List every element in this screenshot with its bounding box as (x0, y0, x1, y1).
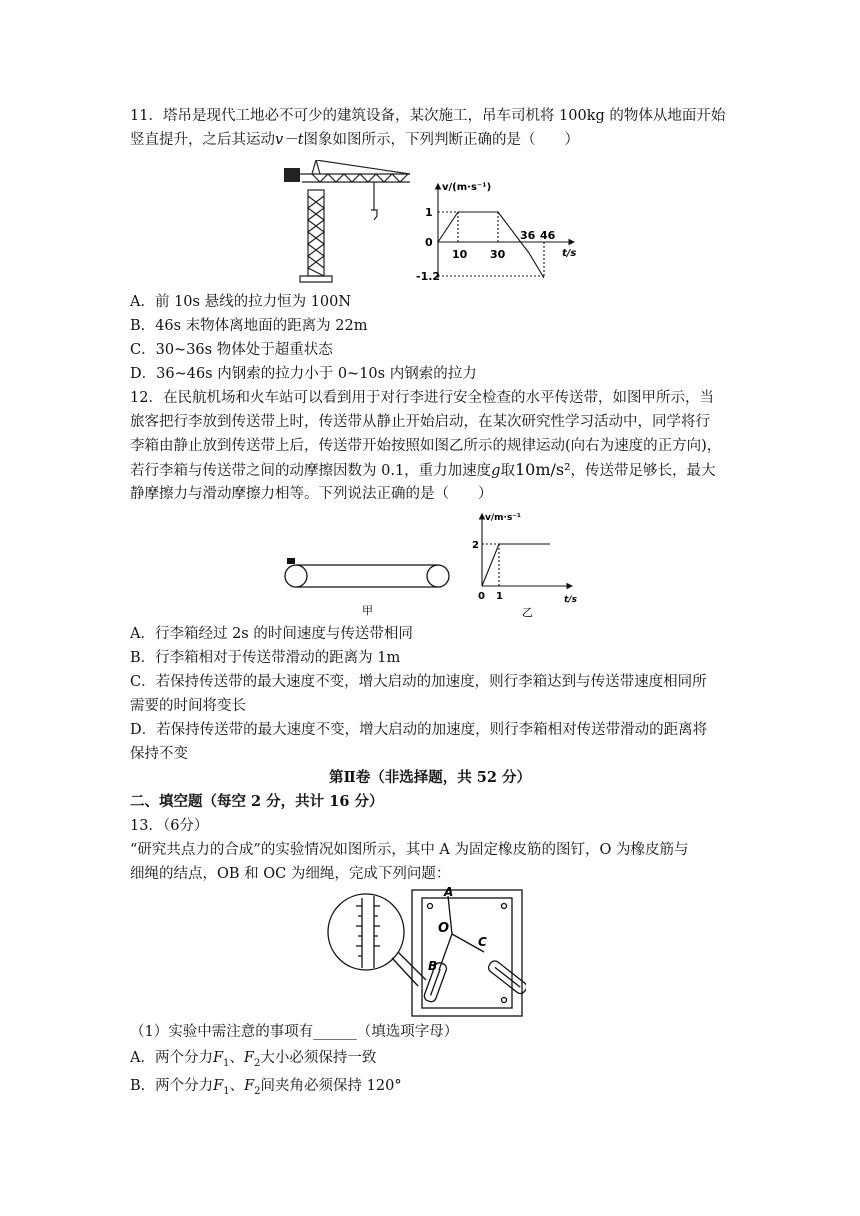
q12-line-4: 若行李箱与传送带之间的动摩擦因数为 0.1，重力加速度g取10m/s²，传送带足够长，最大 (130, 460, 716, 479)
q11-line-1: 11．塔吊是现代工地必不可少的建筑设备，某次施工，吊车司机将 100kg 的物体从地面开始 (130, 108, 726, 124)
luggage-icon (287, 558, 295, 564)
part-ii-title: 第Ⅱ卷（非选择题，共 52 分） (329, 769, 531, 786)
q11-velocity-line (438, 212, 529, 253)
fig-label-c: C (478, 935, 487, 949)
counterweight-icon (284, 168, 300, 182)
q11-line-2: 竖直提升，之后其运动v－t图象如图所示，下列判断正确的是（ ） (130, 132, 580, 148)
section-fill-in-title: 二、填空题（每空 2 分，共计 16 分） (130, 793, 384, 810)
fig-label-a: A (444, 886, 454, 899)
q12-option-c-1: C．若保持传送带的最大速度不变，增大启动的加速度，则行李箱达到与传送带速度相同所 (130, 674, 707, 690)
q11-vt-graph (416, 176, 596, 280)
q12-x-label: t/s (564, 595, 577, 605)
q12-y-label: v/m·s⁻¹ (485, 513, 521, 523)
q11-option-a: A．前 10s 悬线的拉力恒为 100N (130, 294, 352, 310)
q13-line-2: 细绳的结点，OB 和 OC 为细绳，完成下列问题： (130, 866, 451, 882)
q12-velocity-line (482, 544, 550, 586)
q13-head: 13．（6分） (130, 818, 209, 834)
q12-y-tick-2: 2 (472, 540, 479, 551)
q11-option-c: C．30~36s 物体处于超重状态 (130, 342, 333, 358)
q13-line-1: “研究共点力的合成”的实验情况如图所示，其中 A 为固定橡皮筋的图钉，O 为橡皮筋与 (130, 842, 689, 858)
q11-y-tick-top: 1 (425, 206, 433, 219)
q11-option-d: D．36~46s 内钢索的拉力小于 0~10s 内钢索的拉力 (130, 366, 477, 382)
q11-y-tick-bottom: -1.2 (416, 270, 441, 280)
q12-vt-graph (468, 508, 580, 620)
label-jia: 甲 (362, 604, 373, 617)
q12-line-1: 12．在民航机场和火车站可以看到用于对行李进行安全检查的水平传送带，如图甲所示，当 (130, 390, 714, 406)
q12-option-d-1: D．若保持传送带的最大速度不变，增大启动的加速度，则行李箱相对传送带滑动的距离将 (130, 722, 708, 738)
q12-option-d-2: 保持不变 (130, 746, 188, 762)
q12-option-c-2: 需要的时间将变长 (130, 698, 246, 714)
q11-y-label: v/(m·s⁻¹) (442, 182, 492, 193)
force-composition-figure (326, 886, 526, 1020)
q11-option-b: B．46s 末物体离地面的距离为 22m (130, 318, 368, 334)
q11-x-tick-36: 36 (520, 229, 536, 242)
q11-x-tick-10: 10 (452, 248, 468, 261)
q11-x-label: t/s (562, 248, 577, 259)
fig-label-o: O (438, 921, 450, 936)
conveyor-belt-figure (276, 552, 456, 618)
fig-label-b: B (428, 959, 438, 973)
vt-symbol: v－t (275, 132, 304, 148)
q12-x-tick-1: 1 (496, 591, 503, 602)
q12-line-5: 静摩擦力与滑动摩擦力相等。下列说法正确的是（ ） (130, 486, 493, 502)
q11-x-tick-46: 46 (540, 229, 556, 242)
q13-option-a: A．两个分力$F_1$、$F_2$大小必须保持一致 (130, 1050, 377, 1069)
q13-option-b: B．两个分力$F_1$、$F_2$间夹角必须保持 120° (130, 1078, 402, 1097)
q12-x-tick-0: 0 (478, 591, 485, 602)
q11-y-tick-origin: 0 (425, 236, 433, 249)
q12-line-3: 李箱由静止放到传送带上后，传送带开始按照如图乙所示的规律运动(向右为速度的正方向)， (130, 438, 722, 454)
tower-crane-illustration (282, 160, 412, 284)
label-yi: 乙 (522, 606, 533, 619)
q12-option-b: B．行李箱相对于传送带滑动的距离为 1m (130, 650, 401, 666)
q12-line-2: 旅客把行李放到传送带上时，传送带从静止开始启动，在某次研究性学习活动中，同学将行 (130, 414, 710, 430)
q12-option-a: A．行李箱经过 2s 的时间速度与传送带相同 (130, 626, 413, 642)
q11-x-tick-30: 30 (490, 248, 506, 261)
q11-velocity-line-negative (529, 253, 544, 278)
q13-sub-1: （1）实验中需注意的事项有______（填选项字母） (130, 1024, 459, 1040)
